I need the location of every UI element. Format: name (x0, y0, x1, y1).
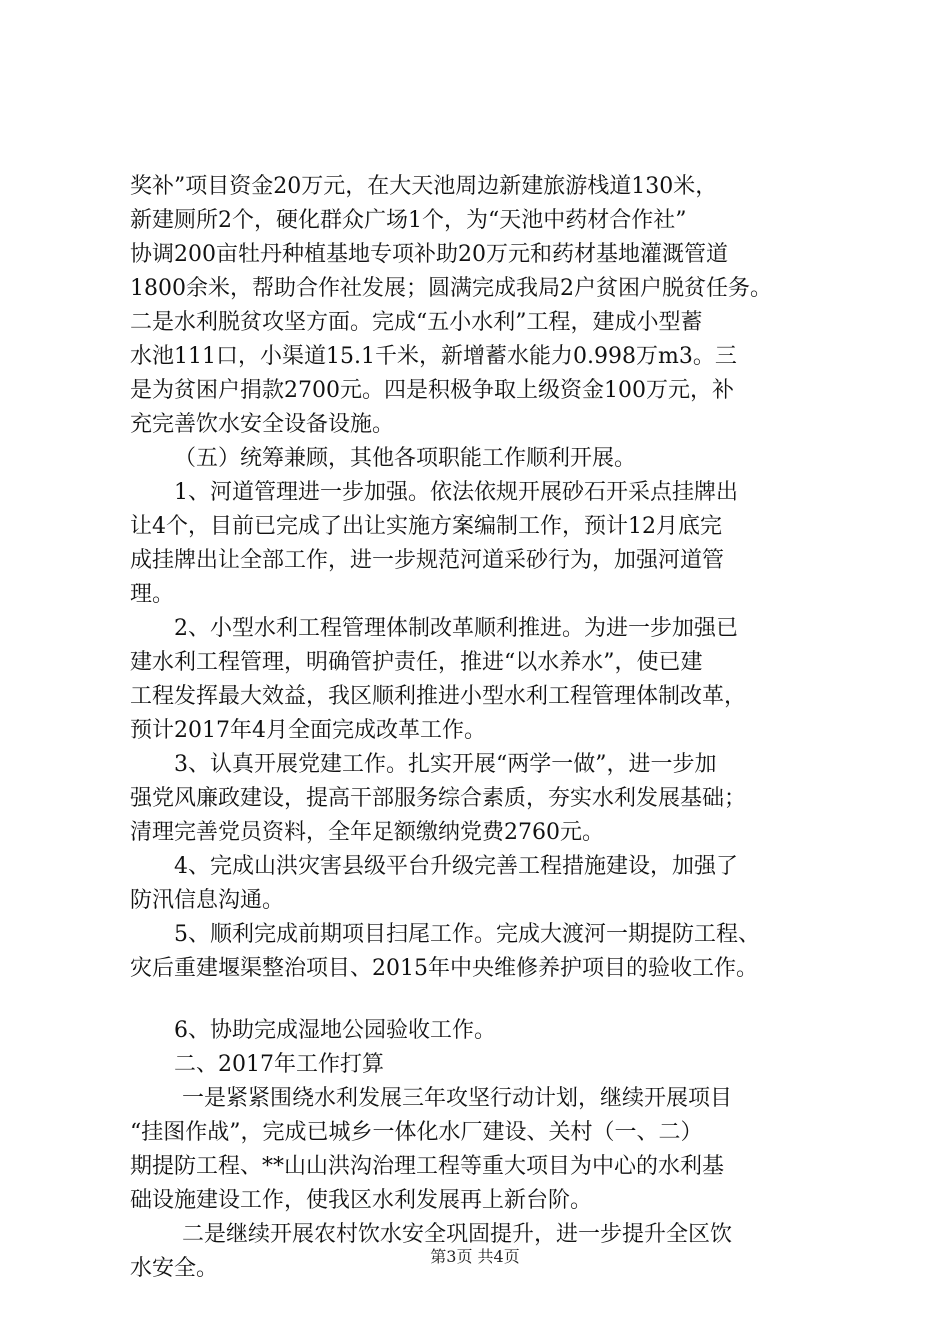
paragraph-line: 成挂牌出让全部工作，进一步规范河道采砂行为，加强河道管 (130, 548, 725, 573)
paragraph-line: 4、完成山洪灾害县级平台升级完善工程措施建设，加强了 (174, 854, 738, 879)
paragraph-line: 建水利工程管理，明确管护责任，推进“以水养水”，使已建 (130, 650, 703, 675)
paragraph-line: 奖补”项目资金20万元，在大天池周边新建旅游栈道130米， (130, 174, 718, 199)
paragraph-line: 预计2017年4月全面完成改革工作。 (130, 718, 486, 743)
paragraph-line: 防汛信息沟通。 (130, 888, 285, 913)
paragraph-line: 础设施建设工作，使我区水利发展再上新台阶。 (130, 1188, 593, 1213)
document-body (130, 170, 830, 1286)
paragraph-line: 5、顺利完成前期项目扫尾工作。完成大渡河一期提防工程、 (174, 922, 760, 947)
paragraph-line: 协调200亩牡丹种植基地专项补助20万元和药材基地灌溉管道 (130, 242, 728, 267)
paragraph-line: 水安全。 (130, 1256, 219, 1281)
paragraph-line: 1、河道管理进一步加强。依法依规开展砂石开采点挂牌出 (174, 480, 738, 505)
page-footer: 第3页 共4页 (430, 1247, 520, 1266)
paragraph-line: “挂图作战”，完成已城乡一体化水厂建设、关村（一、二） (130, 1120, 703, 1145)
paragraph-line: 二是继续开展农村饮水安全巩固提升，进一步提升全区饮 (182, 1222, 733, 1247)
blank-gap (130, 986, 830, 1014)
paragraph-line: 期提防工程、**山山洪沟治理工程等重大项目为中心的水利基 (130, 1154, 725, 1179)
paragraph-line: 让4个，目前已完成了出让实施方案编制工作，预计12月底完 (130, 514, 722, 539)
paragraph-line: 3、认真开展党建工作。扎实开展“两学一做”，进一步加 (174, 752, 717, 777)
paragraph-line: 充完善饮水安全设备设施。 (130, 412, 395, 437)
paragraph-line: 1800余米，帮助合作社发展；圆满完成我局2户贫困户脱贫任务。 (130, 276, 772, 301)
section-heading: 二、2017年工作打算 (174, 1052, 384, 1077)
paragraph-line: 是为贫困户捐款2700元。四是积极争取上级资金100万元，补 (130, 378, 734, 403)
paragraph-line: 一是紧紧围绕水利发展三年攻坚行动计划，继续开展项目 (182, 1086, 733, 1111)
paragraph-line: 新建厕所2个，硬化群众广场1个，为“天池中药材合作社” (130, 208, 687, 233)
paragraph-line: 理。 (130, 582, 175, 607)
paragraph-line: 强党风廉政建设，提高干部服务综合素质，夯实水利发展基础； (130, 786, 747, 811)
paragraph-line: 清理完善党员资料，全年足额缴纳党费2760元。 (130, 820, 604, 845)
paragraph-line: 水池111口，小渠道15.1千米，新增蓄水能力0.998万m3。三 (130, 344, 737, 369)
paragraph-line: 二是水利脱贫攻坚方面。完成“五小水利”工程，建成小型蓄 (130, 310, 703, 335)
paragraph-line: 灾后重建堰渠整治项目、2015年中央维修养护项目的验收工作。 (130, 956, 758, 981)
section-heading: （五）统筹兼顾，其他各项职能工作顺利开展。 (174, 446, 637, 471)
paragraph-line: 6、协助完成湿地公园验收工作。 (174, 1018, 496, 1043)
paragraph-line: 2、小型水利工程管理体制改革顺利推进。为进一步加强已 (174, 616, 738, 641)
paragraph-line: 工程发挥最大效益，我区顺利推进小型水利工程管理体制改革， (130, 684, 747, 709)
